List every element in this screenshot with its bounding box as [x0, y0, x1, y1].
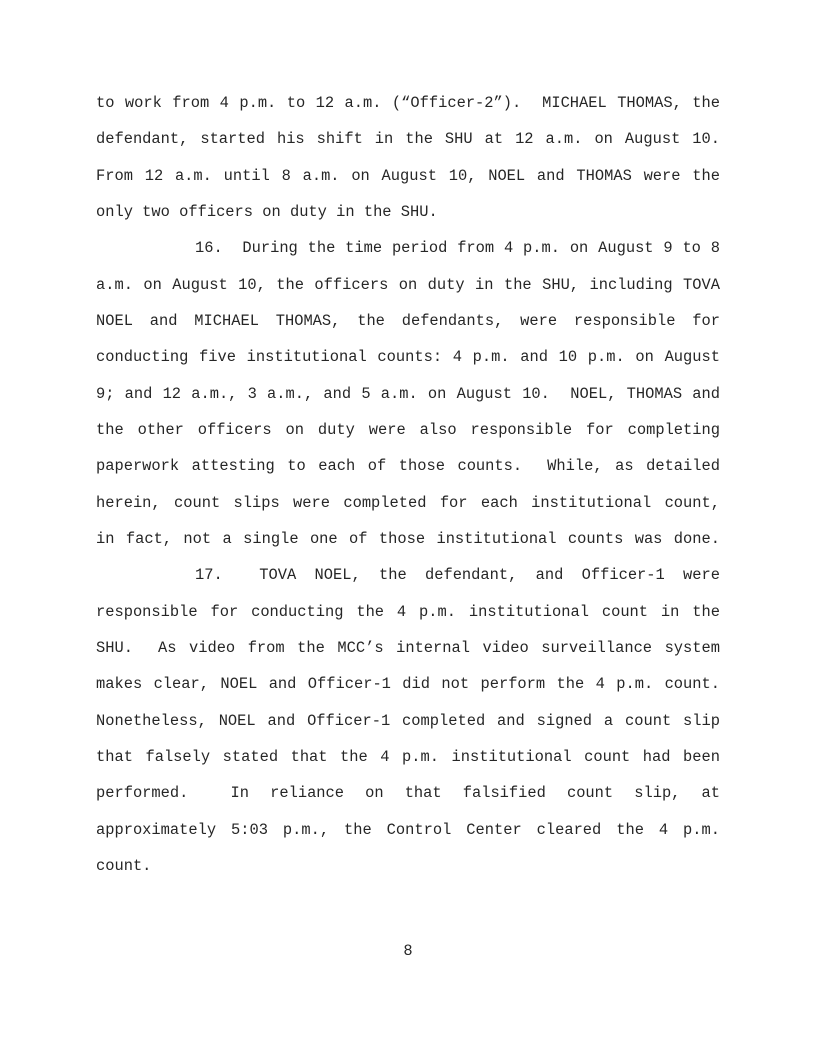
text-line: performed. In reliance on that falsified count slip, at [96, 784, 720, 803]
text-line: approximately 5:03 p.m., the Control Center cleared the 4 p.m. [96, 820, 720, 839]
paragraph [96, 85, 720, 230]
text-line: 16. During the time period from 4 p.m. on August 9 to 8 [195, 239, 720, 258]
text-line: responsible for conducting the 4 p.m. institutional count in the [96, 602, 720, 621]
paragraph-17 [96, 557, 720, 884]
text-line: 17. TOVA NOEL, the defendant, and Officer-1 were [195, 566, 720, 585]
text-line: Nonetheless, NOEL and Officer-1 completed and signed a count slip [96, 711, 720, 730]
text-line: From 12 a.m. until 8 a.m. on August 10, NOEL and THOMAS were the [96, 166, 720, 185]
paragraph-16 [96, 230, 720, 557]
text-line: the other officers on duty were also responsible for completing [96, 420, 720, 439]
text-line: NOEL and MICHAEL THOMAS, the defendants, were responsible for [96, 311, 720, 330]
text-line: a.m. on August 10, the officers on duty in the SHU, including TOVA [96, 275, 720, 294]
text-line: conducting five institutional counts: 4 p.m. and 10 p.m. on August [96, 348, 720, 367]
page-number: 8 [403, 942, 413, 960]
text-line: makes clear, NOEL and Officer-1 did not perform the 4 p.m. count. [96, 675, 720, 694]
text-line: defendant, started his shift in the SHU at 12 a.m. on August 10. [96, 130, 720, 149]
text-line: SHU. As video from the MCC’s internal video surveillance system [96, 638, 720, 657]
text-line: herein, count slips were completed for each institutional count, [96, 493, 720, 512]
text-line: to work from 4 p.m. to 12 a.m. (“Officer-2”). MICHAEL THOMAS, the [96, 94, 720, 112]
document-body [96, 85, 720, 884]
text-line: only two officers on duty in the SHU. [96, 202, 438, 221]
text-line: paperwork attesting to each of those counts. While, as detailed [96, 457, 720, 476]
text-line: count. [96, 856, 152, 875]
text-line: in fact, not a single one of those institutional counts was done. [96, 529, 720, 548]
text-line: 9; and 12 a.m., 3 a.m., and 5 a.m. on August 10. NOEL, THOMAS and [96, 384, 720, 403]
text-line: that falsely stated that the 4 p.m. institutional count had been [96, 747, 720, 766]
